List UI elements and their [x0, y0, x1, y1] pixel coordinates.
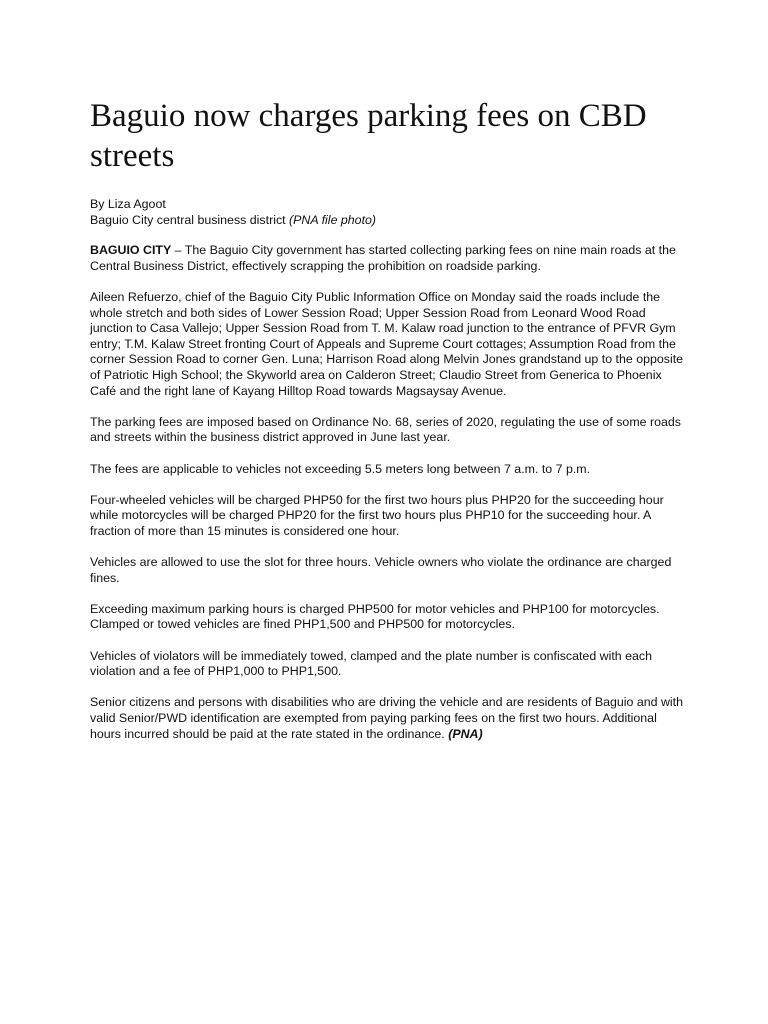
closing-paragraph [90, 695, 690, 742]
source-tag: (PNA) [448, 726, 483, 741]
article-byline: By Liza Agoot [90, 197, 166, 211]
photo-credit: (PNA file photo) [289, 212, 377, 227]
body-paragraph: Vehicles are allowed to use the slot for three hours. Vehicle owners who violate the ordinance are charged fines. [90, 555, 672, 585]
lead-text: – The Baguio City government has started collecting parking fees on nine main roads at the Central Business District, effectively scrapping the prohibition on roadside parking. [90, 243, 676, 273]
photo-caption-text: Baguio City central business district [90, 212, 290, 227]
body-paragraph: Exceeding maximum parking hours is charged PHP500 for motor vehicles and PHP100 for motorcycles. Clamped or towed vehicles are fined PHP1,500 and PHP500 for motorcycles. [90, 601, 660, 632]
photo-caption [90, 213, 690, 229]
body-paragraph: Four-wheeled vehicles will be charged PHP50 for the first two hours plus PHP20 for the succeeding hour while motorcycles will be charged PHP20 for the first two hours plus PHP10 for the succeeding hour. A fraction of more than 15 minutes is considered one hour. [90, 492, 664, 538]
body-paragraph: The parking fees are imposed based on Ordinance No. 68, series of 2020, regulating the use of some roads and streets within the business district approved in June last year. [90, 414, 681, 445]
closing-text: Senior citizens and persons with disabilities who are driving the vehicle and are residents of Baguio and with valid Senior/PWD identification are exempted from paying parking fees on the first two hours. Additional hours incurred should be paid at the rate stated in the ordinance. [90, 695, 684, 741]
lead-paragraph [90, 243, 690, 274]
body-paragraph: Vehicles of violators will be immediately towed, clamped and the plate number is confiscated with each violation and a fee of PHP1,000 to PHP1,500. [90, 648, 653, 679]
body-paragraph: The fees are applicable to vehicles not exceeding 5.5 meters long between 7 a.m. to 7 p.m. [90, 461, 591, 476]
body-paragraph: Aileen Refuerzo, chief of the Baguio City Public Information Office on Monday said the roads include the whole stretch and both sides of Lower Session Road; Upper Session Road from Leonard Wood Road junction to Casa Vallejo; Upper Session Road from T. M. Kalaw road junction to the entrance of PFVR Gym entry; T.M. Kalaw Street fronting Court of Appeals and Supreme Court cottages; Assumption Road from the corner Session Road to corner Gen. Luna; Harrison Road along Melvin Jones grandstand up to the opposite of Patriotic High School; the Skyworld area on Calderon Street; Claudio Street from Generica to Phoenix Café and the right lane of Kayang Hilltop Road towards Magsaysay Avenue. [90, 289, 684, 398]
news-article [90, 96, 690, 758]
dateline: BAGUIO CITY [90, 243, 172, 258]
article-headline: Baguio now charges parking fees on CBD streets [90, 98, 647, 174]
